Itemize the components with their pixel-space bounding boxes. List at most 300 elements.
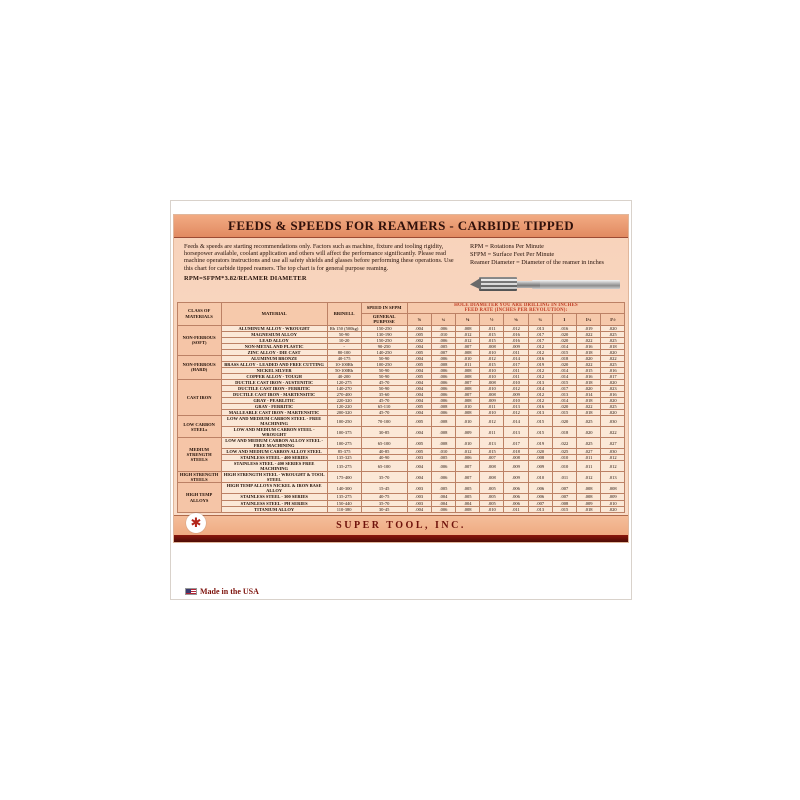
feed-cell: .008: [576, 483, 600, 494]
feed-cell: .006: [431, 506, 455, 512]
feed-cell: .014: [576, 391, 600, 397]
feed-cell: .006: [431, 410, 455, 416]
speed-cell: 35-60: [361, 391, 407, 397]
class-cell: HIGH STRENGTH STEELS: [177, 472, 221, 483]
feed-cell: .004: [407, 367, 431, 373]
feed-cell: .017: [552, 385, 576, 391]
feed-cell: .014: [552, 397, 576, 403]
feed-cell: .010: [480, 410, 504, 416]
feed-cell: .017: [504, 438, 528, 449]
feed-cell: .008: [455, 397, 479, 403]
feed-cell: .015: [528, 427, 552, 438]
feed-cell: .005: [455, 483, 479, 494]
brinell-cell: 50-100Rb: [327, 367, 361, 373]
feed-cell: .017: [601, 373, 625, 379]
feed-cell: .008: [455, 385, 479, 391]
feed-cell: .008: [504, 455, 528, 461]
feed-cell: .017: [504, 361, 528, 367]
brinell-cell: 110-380: [327, 506, 361, 512]
speed-cell: 65-100: [361, 461, 407, 472]
material-cell: MAGNESIUM ALLOY: [221, 331, 327, 337]
speed-cell: 40-90: [361, 455, 407, 461]
feed-cell: .015: [552, 379, 576, 385]
legend-line-rpm: RPM = Rotations Per Minute: [470, 243, 544, 250]
material-cell: LOW AND MEDIUM CARBON ALLOY STEEL - FREE MACHINING: [221, 438, 327, 449]
feed-cell: .011: [455, 361, 479, 367]
title-bar: [174, 215, 628, 238]
header-hole-diameter-line: HOLE DIAMETER YOU ARE DRILLING IN INCHES: [454, 302, 578, 308]
feed-cell: .006: [431, 472, 455, 483]
material-cell: HIGH STRENGTH STEEL - WROUGHT & TOOL STEEL: [221, 472, 327, 483]
feed-cell: .004: [407, 343, 431, 349]
header-diameter: ¼: [431, 314, 455, 325]
speed-cell: 70-100: [361, 416, 407, 427]
feed-cell: .006: [431, 373, 455, 379]
feed-cell: .013: [504, 403, 528, 409]
feed-cell: .012: [480, 416, 504, 427]
feed-cell: .016: [528, 355, 552, 361]
material-cell: STAINLESS STEEL - 400 SERIES FREE MACHINING: [221, 461, 327, 472]
feed-cell: .009: [480, 397, 504, 403]
speed-cell: 65-100: [361, 438, 407, 449]
feed-cell: .005: [407, 416, 431, 427]
speed-cell: 35-70: [361, 500, 407, 506]
speed-cell: 15-45: [361, 483, 407, 494]
brinell-cell: 140-300: [327, 483, 361, 494]
speed-cell: 50-90: [361, 373, 407, 379]
brinell-cell: 175-400: [327, 472, 361, 483]
table-row: [177, 472, 625, 483]
brinell-cell: 50-90: [327, 331, 361, 337]
feed-cell: .012: [455, 331, 479, 337]
feed-cell: .007: [455, 461, 479, 472]
feed-cell: .006: [504, 500, 528, 506]
feed-cell: .015: [552, 506, 576, 512]
speed-cell: 45-70: [361, 379, 407, 385]
legend: [470, 243, 620, 267]
feed-cell: .010: [480, 385, 504, 391]
brinell-cell: 100-375: [327, 427, 361, 438]
header-diameter: ⅛: [407, 314, 431, 325]
feed-cell: .009: [601, 494, 625, 500]
feed-cell: .020: [601, 379, 625, 385]
feed-cell: .006: [431, 367, 455, 373]
feed-cell: .022: [576, 331, 600, 337]
brinell-cell: 120-275: [327, 379, 361, 385]
feed-cell: .025: [576, 438, 600, 449]
feed-cell: .010: [552, 455, 576, 461]
feed-cell: .012: [455, 449, 479, 455]
material-cell: GRAY - FERRITIC: [221, 403, 327, 409]
table-row: [177, 506, 625, 512]
feed-cell: .009: [504, 391, 528, 397]
brinell-cell: 40-200: [327, 373, 361, 379]
feed-cell: .011: [480, 427, 504, 438]
feed-cell: .027: [601, 438, 625, 449]
feed-cell: .010: [455, 438, 479, 449]
table-row: [177, 483, 625, 494]
header-general-purpose: GENERAL PURPOSE: [361, 314, 407, 325]
feeds-table: [177, 302, 626, 513]
feed-cell: .008: [480, 379, 504, 385]
feed-cell: .012: [576, 472, 600, 483]
material-cell: GRAY - PEARLITIC: [221, 397, 327, 403]
feed-cell: .011: [504, 506, 528, 512]
speed-cell: 40-85: [361, 449, 407, 455]
feed-cell: .025: [601, 403, 625, 409]
feed-cell: .030: [601, 449, 625, 455]
feed-cell: .010: [504, 379, 528, 385]
feed-cell: .015: [552, 410, 576, 416]
class-cell: HIGH TEMP ALLOYS: [177, 483, 221, 512]
feed-cell: .006: [431, 385, 455, 391]
material-cell: MALLEABLE CAST IRON - MARTENSITIC: [221, 410, 327, 416]
feed-cell: .012: [601, 461, 625, 472]
feed-cell: .018: [576, 410, 600, 416]
feed-cell: .006: [431, 461, 455, 472]
feed-cell: .019: [576, 325, 600, 331]
feed-cell: .020: [552, 331, 576, 337]
brinell-cell: 200-320: [327, 410, 361, 416]
class-cell: CAST IRON: [177, 379, 221, 415]
feed-cell: .016: [601, 367, 625, 373]
feed-cell: .011: [504, 349, 528, 355]
feed-cell: .007: [455, 379, 479, 385]
feed-cell: .013: [601, 472, 625, 483]
feed-cell: .008: [552, 500, 576, 506]
feed-cell: .004: [407, 397, 431, 403]
feed-cell: .012: [480, 355, 504, 361]
legend-line-sfpm: SFPM = Surface Feet Per Minute: [470, 250, 555, 258]
brinell-cell: 135-275: [327, 461, 361, 472]
feed-cell: .020: [601, 410, 625, 416]
header-brinell: BRINELL: [327, 302, 361, 325]
speed-cell: 150-250: [361, 325, 407, 331]
table-row: [177, 416, 625, 427]
feed-cell: .005: [407, 349, 431, 355]
feed-cell: .018: [601, 343, 625, 349]
table-row: [177, 461, 625, 472]
feed-cell: .007: [455, 391, 479, 397]
brinell-cell: 100-250: [327, 416, 361, 427]
brinell-cell: 150-440: [327, 500, 361, 506]
brinell-cell: 85-375: [327, 449, 361, 455]
header-speed: SPEED IN SFPM: [361, 302, 407, 314]
feed-cell: .006: [504, 483, 528, 494]
feed-cell: .020: [576, 355, 600, 361]
feed-cell: .012: [504, 385, 528, 391]
made-in-usa: [185, 587, 259, 596]
class-cell: NON-FERROUS (SOFT): [177, 325, 221, 355]
feed-cell: .003: [407, 500, 431, 506]
brinell-cell: 80-100: [327, 349, 361, 355]
feed-cell: .009: [455, 427, 479, 438]
header-diameter: 1½: [601, 314, 625, 325]
feed-cell: .009: [504, 461, 528, 472]
feed-cell: .003: [407, 494, 431, 500]
feed-cell: .014: [552, 367, 576, 373]
feed-cell: .012: [528, 349, 552, 355]
material-cell: TITANIUM ALLOY: [221, 506, 327, 512]
feed-cell: .004: [407, 385, 431, 391]
speed-cell: 130-190: [361, 331, 407, 337]
feed-cell: .020: [576, 385, 600, 391]
feed-cell: .008: [480, 461, 504, 472]
reamer-tip: [470, 278, 481, 290]
brinell-cell: -: [327, 343, 361, 349]
feed-cell: .005: [480, 483, 504, 494]
header-feed-rate-line: FEED RATE (INCHES PER REVOLUTION):: [464, 307, 568, 313]
speed-cell: 50-90: [361, 367, 407, 373]
feed-cell: .007: [552, 494, 576, 500]
feed-cell: .004: [431, 500, 455, 506]
feed-cell: .010: [480, 367, 504, 373]
feed-cell: .019: [528, 438, 552, 449]
feed-cell: .010: [431, 449, 455, 455]
feed-cell: .025: [601, 331, 625, 337]
top-section: [174, 238, 628, 300]
material-cell: STAINLESS STEEL - 400 SERIES: [221, 455, 327, 461]
feed-cell: .027: [576, 449, 600, 455]
feed-cell: .015: [480, 361, 504, 367]
feed-cell: .012: [528, 397, 552, 403]
super-tool-logo: [186, 513, 206, 533]
header-hole-diameter: [407, 302, 625, 314]
table-row: [177, 438, 625, 449]
feed-cell: .020: [601, 325, 625, 331]
feed-cell: .025: [576, 416, 600, 427]
feed-cell: .016: [576, 373, 600, 379]
reamer-shank: [532, 280, 620, 289]
brinell-cell: 140-270: [327, 385, 361, 391]
material-cell: NON-METAL AND PLASTIC: [221, 343, 327, 349]
feed-cell: .007: [431, 349, 455, 355]
feed-cell: .004: [407, 355, 431, 361]
feed-cell: .008: [431, 427, 455, 438]
speed-cell: 35-70: [361, 472, 407, 483]
feed-cell: .012: [528, 373, 552, 379]
feed-cell: .012: [528, 367, 552, 373]
feed-cell: .020: [601, 397, 625, 403]
feed-cell: .011: [552, 472, 576, 483]
feed-cell: .005: [480, 494, 504, 500]
feed-cell: .015: [528, 416, 552, 427]
feed-cell: .022: [601, 355, 625, 361]
feed-cell: .016: [576, 343, 600, 349]
class-cell: LOW CARBON STEELs: [177, 416, 221, 438]
feed-cell: .015: [480, 449, 504, 455]
feed-cell: .008: [431, 416, 455, 427]
header-class: CLASS OF MATERIALS: [177, 302, 221, 325]
feed-cell: .008: [576, 494, 600, 500]
header-material: MATERIAL: [221, 302, 327, 325]
document-card: [170, 200, 632, 600]
reamer-neck: [514, 281, 540, 288]
feed-cell: .010: [601, 500, 625, 506]
feed-cell: .018: [576, 506, 600, 512]
header-diameter: ½: [480, 314, 504, 325]
speed-cell: 90-250: [361, 343, 407, 349]
header-diameter: ¾: [528, 314, 552, 325]
material-cell: DUCTILE CAST IRON - AUSTENITIC: [221, 379, 327, 385]
feed-cell: .004: [407, 391, 431, 397]
feed-cell: .006: [528, 494, 552, 500]
feed-cell: .018: [552, 427, 576, 438]
feed-cell: .016: [504, 337, 528, 343]
speed-cell: 30-85: [361, 427, 407, 438]
feed-cell: .016: [552, 325, 576, 331]
feed-cell: .007: [480, 455, 504, 461]
feed-cell: .005: [480, 500, 504, 506]
feed-cell: .012: [528, 391, 552, 397]
material-cell: ALUMINUM ALLOY - WROUGHT: [221, 325, 327, 331]
feed-cell: .006: [431, 355, 455, 361]
feed-cell: .013: [504, 427, 528, 438]
feed-cell: .022: [576, 361, 600, 367]
brinell-cell: 220-320: [327, 397, 361, 403]
material-cell: LOW AND MEDIUM CARBON STEEL - WROUGHT: [221, 427, 327, 438]
feed-cell: .020: [601, 349, 625, 355]
feed-cell: .010: [431, 331, 455, 337]
header-diameter: 1¼: [576, 314, 600, 325]
feed-cell: .008: [480, 472, 504, 483]
feed-cell: .014: [504, 355, 528, 361]
feed-cell: .022: [552, 438, 576, 449]
feed-cell: .008: [431, 361, 455, 367]
feed-cell: .018: [576, 397, 600, 403]
feed-cell: .008: [455, 506, 479, 512]
feed-cell: .014: [504, 416, 528, 427]
speed-cell: 50-90: [361, 355, 407, 361]
company-name: SUPER TOOL, INC.: [336, 519, 466, 531]
feed-cell: .004: [431, 494, 455, 500]
feed-cell: .007: [552, 483, 576, 494]
feed-cell: .008: [528, 455, 552, 461]
feed-cell: .014: [552, 343, 576, 349]
feed-cell: .005: [431, 455, 455, 461]
feed-cell: .009: [576, 500, 600, 506]
feed-cell: .006: [431, 397, 455, 403]
speed-cell: 40-75: [361, 494, 407, 500]
feeds-table-body: [177, 325, 625, 512]
material-cell: LOW AND MEDIUM CARBON ALLOY STEEL: [221, 449, 327, 455]
feed-cell: .006: [504, 494, 528, 500]
speed-cell: 65-110: [361, 403, 407, 409]
feed-cell: .011: [480, 325, 504, 331]
feed-cell: .012: [601, 455, 625, 461]
feed-cell: .012: [504, 410, 528, 416]
material-cell: BRASS ALLOY - LEADED AND FREE CUTTING: [221, 361, 327, 367]
feed-cell: .011: [576, 455, 600, 461]
feed-cell: .020: [552, 416, 576, 427]
feed-cell: .012: [455, 337, 479, 343]
feed-cell: .008: [455, 373, 479, 379]
material-cell: DUCTILE CAST IRON - FERRITIC: [221, 385, 327, 391]
feed-cell: .022: [576, 337, 600, 343]
speed-cell: 140-250: [361, 349, 407, 355]
intro-paragraph: [184, 243, 460, 297]
bottom-strip: [174, 535, 628, 542]
feed-cell: .011: [504, 373, 528, 379]
feed-cell: .005: [407, 438, 431, 449]
feed-cell: .011: [504, 367, 528, 373]
feed-cell: .018: [552, 355, 576, 361]
feed-cell: .010: [455, 355, 479, 361]
feed-cell: .020: [552, 403, 576, 409]
feed-cell: .010: [480, 373, 504, 379]
feed-cell: .006: [431, 325, 455, 331]
feed-cell: .004: [407, 410, 431, 416]
feed-cell: .008: [601, 483, 625, 494]
feed-cell: .012: [528, 343, 552, 349]
feed-cell: .020: [528, 449, 552, 455]
material-cell: COPPER ALLOY - TOUGH: [221, 373, 327, 379]
feed-cell: .016: [601, 391, 625, 397]
feed-cell: .014: [552, 373, 576, 379]
feed-cell: .023: [601, 385, 625, 391]
feed-cell: .007: [455, 343, 479, 349]
feed-cell: .020: [552, 337, 576, 343]
feed-cell: .004: [407, 427, 431, 438]
feed-cell: .017: [528, 337, 552, 343]
feed-cell: .007: [455, 472, 479, 483]
speed-cell: 45-70: [361, 397, 407, 403]
right-column: [460, 243, 620, 297]
feed-cell: .006: [431, 379, 455, 385]
feed-cell: .014: [528, 385, 552, 391]
feed-cell: .005: [407, 403, 431, 409]
feed-cell: .025: [552, 449, 576, 455]
feed-cell: .003: [407, 455, 431, 461]
table-row: [177, 427, 625, 438]
feed-cell: .010: [455, 416, 479, 427]
feed-cell: .004: [407, 461, 431, 472]
flag-canton: [186, 589, 191, 593]
feed-cell: .022: [576, 403, 600, 409]
feed-cell: .005: [407, 331, 431, 337]
feed-cell: .013: [528, 410, 552, 416]
feed-cell: .017: [528, 331, 552, 337]
feed-cell: .012: [504, 325, 528, 331]
feed-cell: .006: [455, 455, 479, 461]
brinell-cell: 135-325: [327, 455, 361, 461]
feed-cell: .010: [480, 349, 504, 355]
feed-cell: .013: [528, 379, 552, 385]
feed-cell: .004: [407, 506, 431, 512]
feed-cell: .005: [407, 449, 431, 455]
header-diameter: 1: [552, 314, 576, 325]
feed-cell: .009: [528, 461, 552, 472]
speed-cell: 50-90: [361, 385, 407, 391]
feed-cell: .006: [528, 483, 552, 494]
feed-cell: .005: [431, 483, 455, 494]
feed-cell: .006: [431, 337, 455, 343]
header-diameter: ⅝: [504, 314, 528, 325]
material-cell: LEAD ALLOY: [221, 337, 327, 343]
material-cell: ZINC ALLOY - DIE CAST: [221, 349, 327, 355]
star-icon: ✱: [190, 515, 202, 531]
material-cell: STAINLESS STEEL - PH SERIES: [221, 500, 327, 506]
feed-cell: .013: [528, 325, 552, 331]
feed-cell: .025: [601, 361, 625, 367]
feed-cell: .005: [407, 373, 431, 379]
feed-cell: .010: [480, 506, 504, 512]
feed-cell: .010: [528, 472, 552, 483]
feed-cell: .006: [431, 391, 455, 397]
material-cell: ALUMINUM BRONZE: [221, 355, 327, 361]
feed-cell: .020: [576, 427, 600, 438]
brinell-cell: 10-20: [327, 337, 361, 343]
